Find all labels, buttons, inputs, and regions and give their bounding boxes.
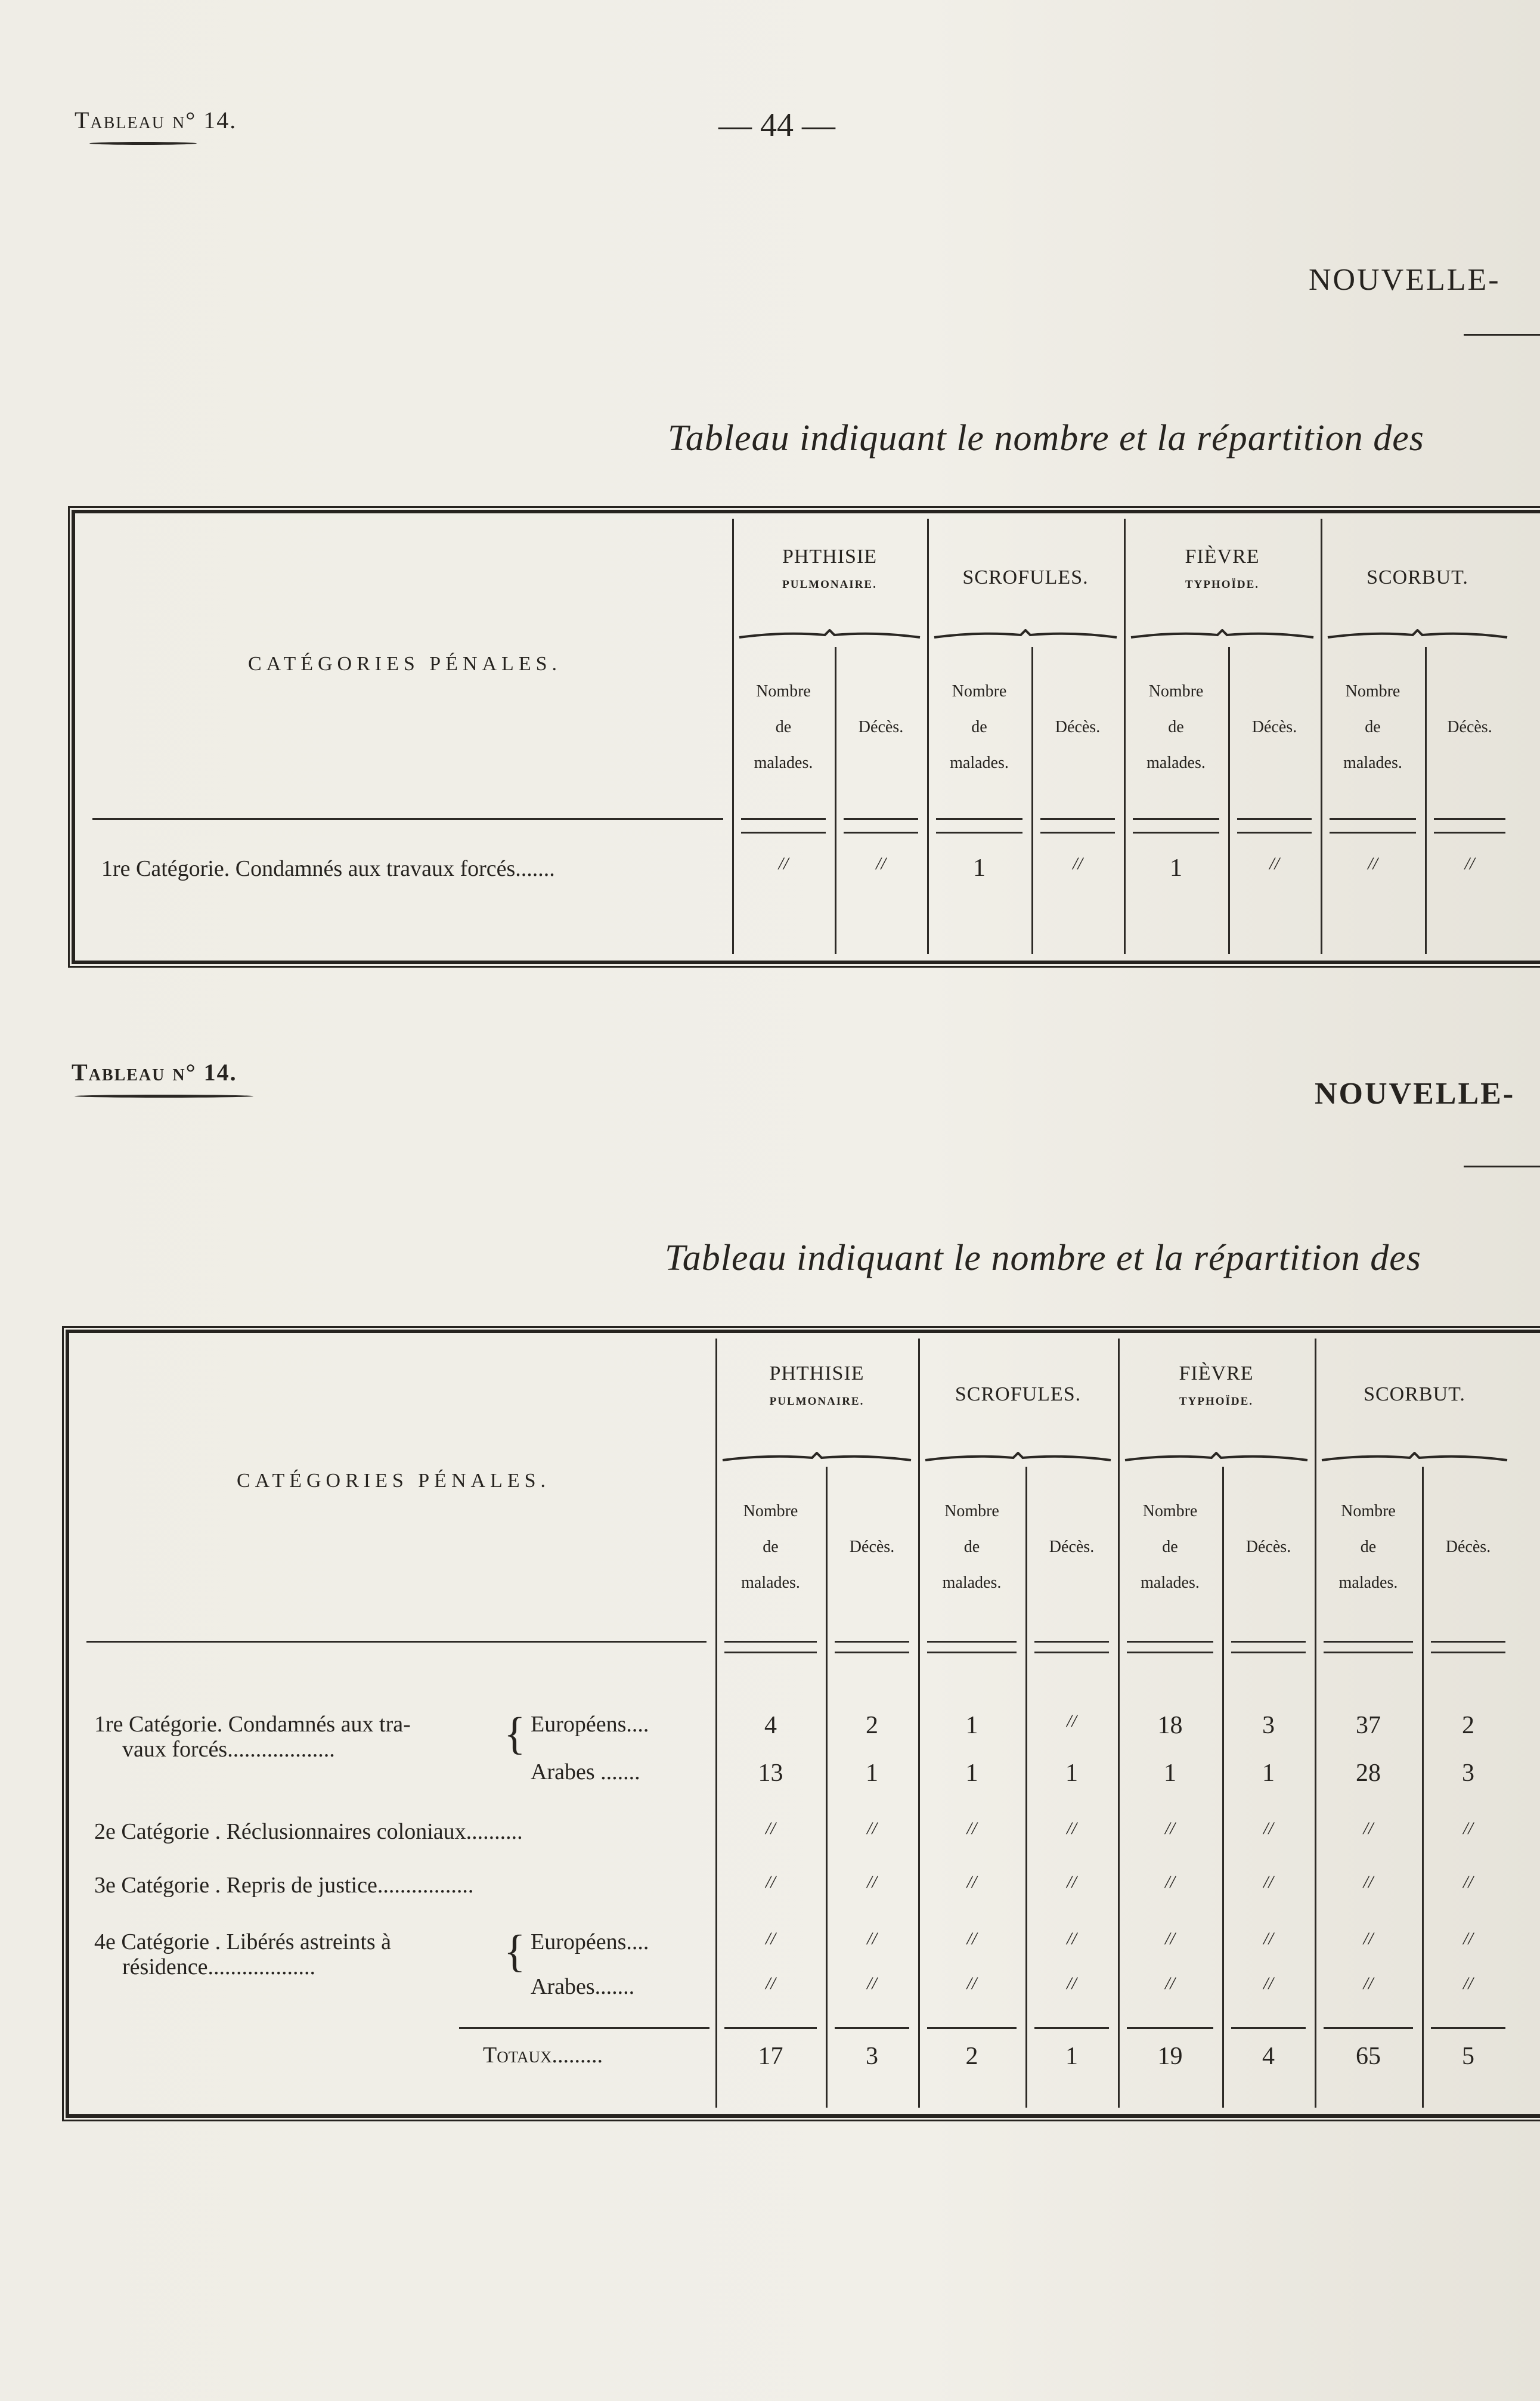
row-subcategory: Européens.... [531, 1712, 649, 1737]
value-cell: 37 [1356, 1712, 1381, 1739]
value-cell: // [1067, 1818, 1077, 1838]
value-cell: 1 [866, 1759, 878, 1787]
row-category: 2e Catégorie . Réclusionnaires coloniaux.......... [94, 1819, 523, 1844]
table-column-rule [1228, 647, 1230, 954]
category-header: CATÉGORIES PÉNALES. [236, 1470, 551, 1492]
totals-rule [459, 2027, 709, 2029]
disease-header: PHTHISIE [782, 546, 878, 568]
row-rule [1324, 1652, 1413, 1653]
tableau-reference-bottom: Tableau n° 14. [72, 1059, 237, 1086]
subheader-line: de [963, 1538, 980, 1556]
header-rule [1040, 818, 1115, 820]
table-column-rule [1031, 647, 1033, 954]
row-rule [1127, 1652, 1213, 1653]
totals-rule [1431, 2027, 1505, 2029]
subheader-line: Nombre [1341, 1502, 1396, 1520]
subheader-malades [1124, 674, 1228, 781]
subheader-deces: Décès. [1251, 718, 1297, 736]
subheader-deces: Décès. [1049, 1538, 1095, 1556]
subheader-line: malades. [1343, 754, 1402, 772]
value-cell: // [766, 1818, 776, 1838]
subheader-malades [1315, 1494, 1422, 1601]
value-cell: // [1165, 1929, 1175, 1948]
value-cell: // [766, 1872, 776, 1892]
subheader-line: Nombre [1148, 682, 1204, 701]
total-cell: 3 [866, 2043, 878, 2070]
page-number: — 44 — [718, 107, 835, 144]
header-rule [1431, 1641, 1505, 1643]
subheader-deces: Décès. [858, 718, 904, 736]
table-column-rule [1425, 647, 1427, 954]
disease-header: FIÈVRE [1185, 546, 1260, 568]
row-subcategory: Arabes ....... [531, 1759, 640, 1785]
subheader-malades [1118, 1494, 1222, 1601]
tableau-reference-top: Tableau n° 14. [75, 107, 237, 134]
subheader-line: de [1365, 718, 1381, 736]
header-rule [86, 1641, 707, 1643]
disease-header: SCROFULES. [962, 566, 1089, 588]
value-cell: // [1263, 1974, 1273, 1993]
subheader-line: Nombre [944, 1502, 999, 1520]
table-column-rule [835, 647, 836, 954]
table-bottom-heading: NOUVELLE- [1315, 1077, 1516, 1111]
row-rule [1040, 832, 1115, 834]
row-label: 1re Catégorie. Condamnés aux travaux forcés....... [101, 856, 555, 881]
value-cell: 1 [1065, 1759, 1078, 1787]
value-cell: // [1363, 1974, 1374, 1993]
value-cell: // [1363, 1872, 1374, 1892]
row-rule [1431, 1652, 1505, 1653]
value-cell: // [766, 1974, 776, 1993]
value-cell: 1 [1170, 854, 1182, 882]
subheader-deces: Décès. [1445, 1538, 1491, 1556]
subheader-line: Nombre [756, 682, 811, 701]
header-brace [738, 629, 921, 641]
header-rule [1034, 1641, 1109, 1643]
value-cell: 3 [1262, 1712, 1275, 1739]
disease-subheader: PULMONAIRE. [769, 1395, 864, 1408]
header-rule [741, 818, 826, 820]
value-cell: 1 [965, 1712, 978, 1739]
subheader-line: Nombre [1345, 682, 1400, 701]
header-brace [933, 629, 1118, 641]
subheader-line: malades. [1338, 1573, 1398, 1592]
value-cell: // [867, 1872, 877, 1892]
disease-header: SCORBUT. [1364, 1383, 1465, 1405]
heading-rule [1464, 334, 1540, 336]
value-cell: // [867, 1818, 877, 1838]
row-rule [1237, 832, 1312, 834]
value-cell: // [1067, 1929, 1077, 1948]
total-cell: 19 [1157, 2043, 1183, 2070]
totals-label: Totaux......... [483, 2043, 603, 2068]
row-category: 3e Catégorie . Repris de justice................. [94, 1873, 474, 1898]
value-cell: // [1463, 1872, 1473, 1892]
value-cell: // [1263, 1818, 1273, 1838]
value-cell: // [966, 1974, 977, 1993]
header-brace [1327, 629, 1508, 641]
subheader-deces: Décès. [1055, 718, 1101, 736]
subheader-malades [715, 1494, 826, 1601]
row-subcategory: Européens.... [531, 1929, 649, 1954]
value-cell: 2 [866, 1712, 878, 1739]
header-brace [721, 1452, 912, 1464]
value-cell: // [876, 854, 886, 873]
subheader-line: malades. [741, 1573, 800, 1592]
header-rule [1231, 1641, 1306, 1643]
totals-rule [724, 2027, 817, 2029]
subheader-line: de [763, 1538, 779, 1556]
value-cell: 1 [1262, 1759, 1275, 1787]
subheader-line: de [1168, 718, 1184, 736]
value-cell: // [1464, 854, 1475, 873]
value-cell: // [1165, 1818, 1175, 1838]
header-brace [924, 1452, 1112, 1464]
subheader-line: de [1360, 1538, 1377, 1556]
value-cell: // [766, 1929, 776, 1948]
value-cell: // [1067, 1872, 1077, 1892]
subheader-line: de [971, 718, 987, 736]
row-rule [936, 832, 1022, 834]
row-rule [835, 1652, 909, 1653]
swash-rule [75, 1095, 253, 1098]
value-cell: // [1368, 854, 1378, 873]
row-category: 1re Catégorie. Condamnés aux tra- [94, 1712, 411, 1737]
value-cell: // [1263, 1929, 1273, 1948]
row-rule [1231, 1652, 1306, 1653]
value-cell: // [867, 1974, 877, 1993]
value-cell: // [1269, 854, 1279, 873]
subheader-line: de [1162, 1538, 1178, 1556]
value-cell: // [1463, 1974, 1473, 1993]
total-cell: 17 [758, 2043, 783, 2070]
swash-rule [89, 142, 197, 145]
value-cell: // [1463, 1929, 1473, 1948]
total-cell: 4 [1262, 2043, 1275, 2070]
subheader-malades [1321, 674, 1425, 781]
row-rule [724, 1652, 817, 1653]
disease-header: SCROFULES. [955, 1383, 1082, 1405]
value-cell: // [867, 1929, 877, 1948]
total-cell: 1 [1065, 2043, 1078, 2070]
totals-rule [927, 2027, 1017, 2029]
subheader-line: de [775, 718, 792, 736]
value-cell: 13 [758, 1759, 783, 1787]
header-rule [1237, 818, 1312, 820]
subheader-line: Nombre [952, 682, 1007, 701]
value-cell: 4 [764, 1712, 777, 1739]
value-cell: // [966, 1818, 977, 1838]
value-cell: 1 [973, 854, 986, 882]
value-cell: // [1067, 1974, 1077, 1993]
disease-header: SCORBUT. [1367, 566, 1468, 588]
disease-header: PHTHISIE [769, 1362, 864, 1384]
disease-header: FIÈVRE [1179, 1362, 1254, 1384]
disease-subheader: TYPHOÏDE. [1185, 578, 1260, 591]
header-rule [1127, 1641, 1213, 1643]
row-brace: { [504, 1709, 526, 1759]
subheader-malades [918, 1494, 1025, 1601]
header-rule [92, 818, 723, 820]
value-cell: 3 [1462, 1759, 1474, 1787]
table-top-heading: NOUVELLE- [1309, 263, 1501, 297]
header-rule [1434, 818, 1505, 820]
header-brace [1321, 1452, 1508, 1464]
value-cell: 18 [1157, 1712, 1183, 1739]
row-rule [1434, 832, 1505, 834]
disease-subheader: TYPHOÏDE. [1179, 1395, 1254, 1408]
row-rule [1133, 832, 1219, 834]
value-cell: 28 [1356, 1759, 1381, 1787]
row-category-continued: résidence................... [122, 1954, 315, 1979]
value-cell: // [1073, 854, 1083, 873]
subheader-deces: Décès. [1245, 1538, 1291, 1556]
header-rule [936, 818, 1022, 820]
subheader-malades [927, 674, 1031, 781]
header-rule [1324, 1641, 1413, 1643]
subheader-line: malades. [1141, 1573, 1200, 1592]
totals-rule [1034, 2027, 1109, 2029]
value-cell: // [1165, 1974, 1175, 1993]
disease-subheader: PULMONAIRE. [782, 578, 877, 591]
subheader-malades [732, 674, 835, 781]
value-cell: // [966, 1872, 977, 1892]
row-rule [1330, 832, 1416, 834]
row-category-continued: vaux forcés................... [122, 1737, 335, 1762]
subheader-deces: Décès. [849, 1538, 895, 1556]
value-cell: 2 [1462, 1712, 1474, 1739]
subheader-line: Nombre [743, 1502, 798, 1520]
value-cell: // [1463, 1818, 1473, 1838]
row-rule [927, 1652, 1017, 1653]
subheader-line: malades. [942, 1573, 1002, 1592]
category-header: CATÉGORIES PÉNALES. [247, 653, 562, 675]
value-cell: // [778, 854, 789, 873]
total-cell: 5 [1462, 2043, 1474, 2070]
subheader-line: malades. [1147, 754, 1206, 772]
header-rule [835, 1641, 909, 1643]
header-rule [724, 1641, 817, 1643]
row-brace: { [504, 1926, 526, 1976]
totals-rule [835, 2027, 909, 2029]
value-cell: 1 [965, 1759, 978, 1787]
header-rule [927, 1641, 1017, 1643]
header-rule [1133, 818, 1219, 820]
value-cell: // [1363, 1818, 1374, 1838]
value-cell: 1 [1164, 1759, 1176, 1787]
total-cell: 2 [965, 2043, 978, 2070]
header-rule [844, 818, 918, 820]
row-rule [844, 832, 918, 834]
row-rule [1034, 1652, 1109, 1653]
table-top-caption: Tableau indiquant le nombre et la répartition des [668, 418, 1424, 458]
table-bottom-caption: Tableau indiquant le nombre et la répartition des [665, 1238, 1421, 1278]
totals-rule [1324, 2027, 1413, 2029]
row-rule [741, 832, 826, 834]
value-cell: // [1067, 1711, 1077, 1731]
row-category: 4e Catégorie . Libérés astreints à [94, 1929, 392, 1954]
subheader-line: malades. [950, 754, 1009, 772]
subheader-line: malades. [754, 754, 813, 772]
value-cell: // [1165, 1872, 1175, 1892]
totals-rule [1231, 2027, 1306, 2029]
subheader-deces: Décès. [1447, 718, 1492, 736]
header-rule [1330, 818, 1416, 820]
header-brace [1130, 629, 1315, 641]
value-cell: // [966, 1929, 977, 1948]
heading-rule [1464, 1166, 1540, 1167]
total-cell: 65 [1356, 2043, 1381, 2070]
totals-rule [1127, 2027, 1213, 2029]
value-cell: // [1263, 1872, 1273, 1892]
value-cell: // [1363, 1929, 1374, 1948]
subheader-line: Nombre [1142, 1502, 1198, 1520]
header-brace [1124, 1452, 1309, 1464]
row-subcategory: Arabes....... [531, 1974, 635, 1999]
